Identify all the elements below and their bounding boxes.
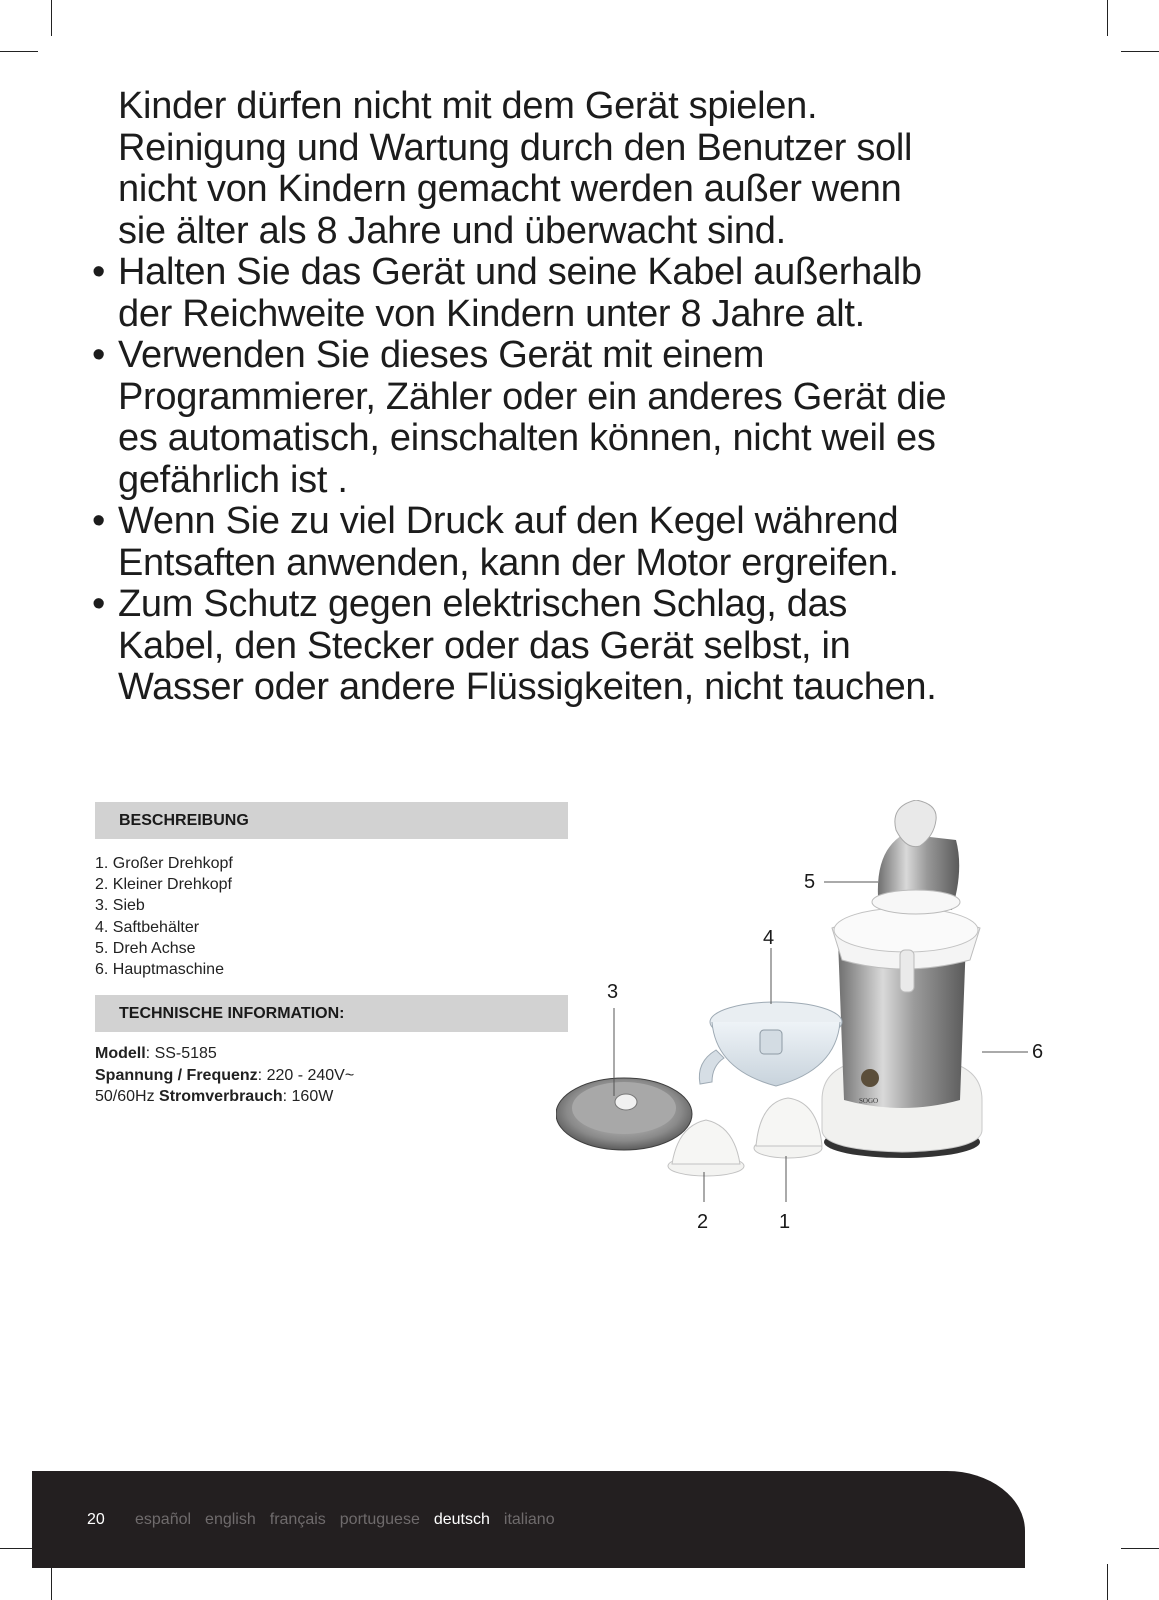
callout-number: 5 bbox=[804, 871, 816, 893]
callout-number: 1 bbox=[779, 1211, 791, 1233]
crop-mark bbox=[1121, 51, 1159, 52]
bullet: • bbox=[92, 334, 106, 376]
bullet: • bbox=[92, 583, 106, 625]
bullet: • bbox=[92, 500, 106, 542]
language-nav bbox=[135, 1511, 555, 1529]
crop-mark bbox=[51, 0, 52, 36]
technical-heading: TECHNISCHE INFORMATION: bbox=[95, 995, 568, 1032]
footer-bar bbox=[32, 1471, 1025, 1568]
warning-line: gefährlich ist . bbox=[118, 458, 348, 501]
list-item: 6. Hauptmaschine bbox=[95, 961, 224, 979]
warning-line: • Verwenden Sie dieses Gerät mit einem bbox=[92, 334, 765, 376]
power-line: 50/60Hz Stromverbrauch: 160W bbox=[95, 1088, 334, 1105]
parts-list bbox=[95, 853, 233, 980]
description-heading: BESCHREIBUNG bbox=[95, 802, 568, 839]
warning-line: der Reichweite von Kindern unter 8 Jahre alt. bbox=[118, 292, 865, 335]
language-link-francais[interactable]: français bbox=[269, 1511, 326, 1528]
warning-line: Kinder dürfen nicht mit dem Gerät spielen. bbox=[118, 85, 818, 127]
crop-mark bbox=[1107, 1564, 1108, 1600]
model-line: Modell: SS-5185 bbox=[95, 1045, 217, 1062]
warning-line: Wasser oder andere Flüssigkeiten, nicht tauchen. bbox=[118, 666, 937, 708]
juicer-illustration bbox=[556, 800, 1076, 1270]
warning-line: • Halten Sie das Gerät und seine Kabel außerhalb bbox=[92, 251, 922, 293]
page-number: 20 bbox=[87, 1511, 105, 1528]
crop-mark bbox=[1107, 0, 1108, 36]
brand-label: SOGO bbox=[859, 1097, 879, 1105]
warning-line: Programmierer, Zähler oder ein anderes Gerät die bbox=[118, 375, 947, 418]
callout-number: 6 bbox=[1032, 1041, 1044, 1063]
warning-line: Entsaften anwenden, kann der Motor ergreifen. bbox=[118, 541, 899, 584]
language-link-deutsch[interactable]: deutsch bbox=[433, 1511, 490, 1528]
crop-mark bbox=[1121, 1548, 1159, 1549]
language-link-italiano[interactable]: italiano bbox=[503, 1511, 555, 1528]
large-reamer-shape bbox=[754, 1098, 822, 1158]
callout-number: 2 bbox=[697, 1211, 709, 1233]
language-link-espanol[interactable]: español bbox=[135, 1511, 192, 1528]
list-item: 5. Dreh Achse bbox=[95, 939, 196, 957]
technical-specs bbox=[95, 1043, 415, 1108]
language-link-portuguese[interactable]: portuguese bbox=[339, 1511, 420, 1528]
crop-mark bbox=[0, 51, 38, 52]
language-link-english[interactable]: english bbox=[205, 1511, 256, 1528]
voltage-line: Spannung / Frequenz: 220 - 240V~ bbox=[95, 1066, 355, 1084]
warning-line: Reinigung und Wartung durch den Benutzer soll bbox=[118, 126, 913, 169]
bullet: • bbox=[92, 251, 106, 293]
juice-container-shape bbox=[699, 1002, 842, 1086]
warning-line: • Wenn Sie zu viel Druck auf den Kegel während bbox=[92, 500, 899, 542]
callout-number: 3 bbox=[607, 981, 619, 1003]
warning-line: • Zum Schutz gegen elektrischen Schlag, das bbox=[92, 583, 848, 625]
callout-number: 4 bbox=[763, 927, 775, 949]
reamer-cover-shape bbox=[872, 800, 960, 914]
list-item: 4. Saftbehälter bbox=[95, 918, 200, 936]
main-machine-shape bbox=[822, 908, 982, 1158]
warning-line: nicht von Kindern gemacht werden außer wenn bbox=[118, 168, 902, 210]
warning-line: es automatisch, einschalten können, nicht weil es bbox=[118, 417, 936, 459]
warning-line: Kabel, den Stecker oder das Gerät selbst, in bbox=[118, 624, 851, 667]
strainer-shape bbox=[556, 1078, 692, 1150]
warning-line: sie älter als 8 Jahre und überwacht sind. bbox=[118, 209, 786, 252]
list-item: 1. Großer Drehkopf bbox=[95, 855, 233, 872]
list-item: 3. Sieb bbox=[95, 897, 145, 915]
list-item: 2. Kleiner Drehkopf bbox=[95, 876, 232, 894]
safety-warnings bbox=[92, 86, 1112, 709]
crop-mark bbox=[51, 1564, 52, 1600]
